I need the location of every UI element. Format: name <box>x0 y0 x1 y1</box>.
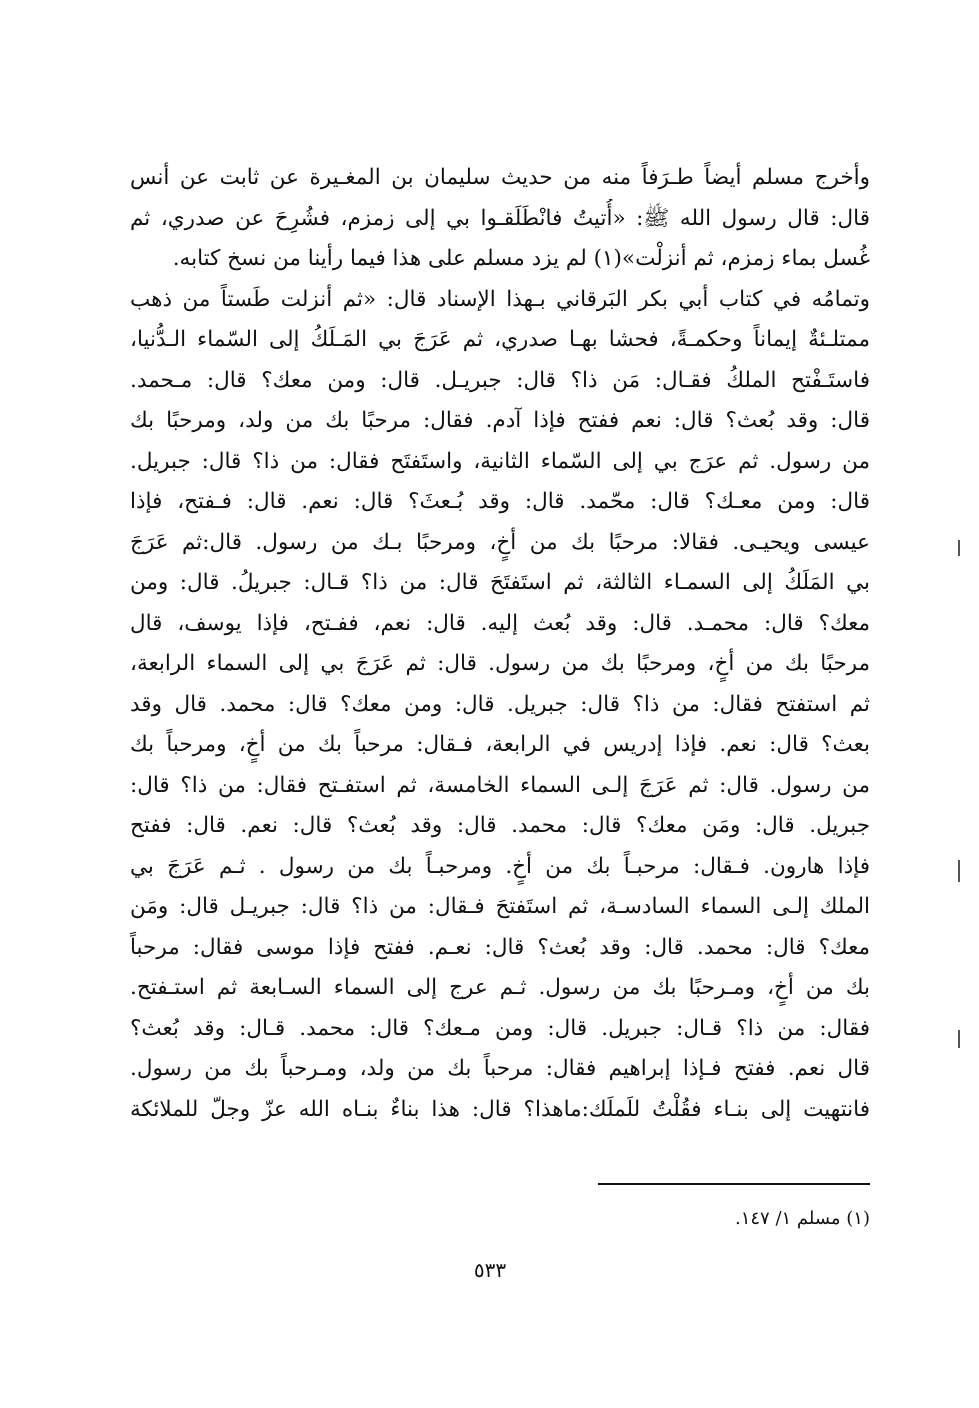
text-line: من رسول. قال: ثم عَرَجَ إلـى السماء الخامسة، ثم استفـتح فقال: من ذا؟ قال: <box>130 772 870 798</box>
text-line: ممتلـئةٌ إيماناً وحكمـةً، فحشا بهـا صدري، ثم عَرَجَ بي المَـلَكُ إلى السّماء الـدُّنيا، <box>130 327 870 352</box>
text-line: قال: قال رسول الله ﷺ: «أُتيتُ فانْطَلَقـوا بي إلى زمزم، فشُرِحَ عن صدري، ثم <box>130 205 870 231</box>
text-line: جبريل. قال: ومَن معك؟ قال: محمد. قال: وقد بُعث؟ قال: نعم. قال: ففتح <box>130 813 870 838</box>
text-line: مرحبًا بك من أخٍ، ومرحبًا بك من رسول. قال: ثم عَرَجَ بي إلى السماء الرابعة، <box>130 651 870 676</box>
text-line: وأخرج مسلم أيضاً طـرَفاً منه من حديث سليمان بن المغـيرة عن ثابت عن أنس <box>130 165 870 190</box>
scan-edge-mark <box>958 1030 960 1048</box>
footnote-divider <box>598 1183 870 1185</box>
text-line: معك؟ قال: محمد. قال: وقد بُعث؟ قال: نعـم. ففتح فإذا موسى فقال: مرحباً <box>130 934 870 960</box>
text-line: وتمامُه في كتاب أبي بكر البَرقاني بـهذا الإسناد قال: «ثم أنزلت طَستاً من ذهب <box>130 286 870 312</box>
text-line: الملك إلـى السماء السادسـة، ثم استَفتحَ فـقال: من ذا؟ قال: جبريـل قال: ومَن <box>130 894 870 919</box>
text-line: بعث؟ قال: نعم. فإذا إدريس في الرابعة، فـقال: مرحباً بك من أخٍ، ومرحباً بك <box>130 732 870 757</box>
text-line: قال نعم. ففتح فـإذا إبراهيم فقال: مرحباً بك من ولد، ومـرحباً بك من رسول. <box>130 1056 870 1081</box>
scan-edge-mark <box>958 540 960 556</box>
text-line: فقال: من ذا؟ قـال: جبريل. قال: ومن مـعك؟ قال: محمد. قـال: وقد بُعث؟ <box>130 1015 870 1041</box>
text-line: فانتهيت إلى بنـاء فقُلْتُ للَملَك:ماهذا؟ قال: هذا بناءٌ بنـاه الله عزّ وجلّ للملائكة <box>130 1096 870 1122</box>
text-line: فاستَـفْتح الملكُ فقـال: مَن ذا؟ قال: جبريـل. قال: ومن معك؟ قال: مـحمد. <box>130 367 870 393</box>
footnote: (١) مسلم ١/ ١٤٧. <box>734 1208 870 1229</box>
text-line: قال: وقد بُعث؟ قال: نعم ففتح فإذا آدم. فقال: مرحبًا بك من ولد، ومرحبًا بك <box>130 408 870 433</box>
page-number: ٥٣٣ <box>473 1258 507 1282</box>
text-line: بك من أخٍ، ومـرحبًا بك من رسول. ثـم عرج إلى السماء السـابعة ثم استـفتح. <box>130 975 870 1000</box>
main-text-block <box>130 158 870 1130</box>
text-line: بي المَلَكُ إلى السمـاء الثالثة، ثم استَفتَحَ قال: من ذا؟ قـال: جبريلُ. قال: ومن <box>130 570 870 595</box>
text-line: عيسى ويحيـى. فقالا: مرحبًا بك من أخٍ، ومرحبًا بـك من رسول. قال:ثم عَرَجَ <box>130 529 870 555</box>
text-line: قال: ومن معـك؟ قال: محّمد. قال: وقد بُـعثَ؟ قال: نعم. قال: فـفتح، فإذا <box>130 489 870 514</box>
text-line: غُسل بماء زمزم، ثم أنزلْت»(١) لم يزد مسلم على هذا فيما رأينا من نسخ كتابه. <box>172 246 870 271</box>
text-line: ثم استفتح فقال: من ذا؟ قال: جبريل. قال: ومن معك؟ قال: محمد. قال وقد <box>130 691 870 717</box>
scan-edge-mark <box>958 860 960 882</box>
text-line: من رسول. ثم عرَج بي إلى السّماء الثانية، واستَفتَح فقال: من ذا؟ قال: جبريل. <box>130 448 870 474</box>
text-line: معك؟ قال: محمـد. قال: وقد بُعث إليه. قال: نعم، ففـتح، فإذا يوسف، قال <box>130 610 870 636</box>
text-line: فإذا هارون. فـقال: مرحبـاً بك من أخٍ. ومرحبـاً بك من رسول . ثـم عَرَجَ بي <box>130 853 870 879</box>
